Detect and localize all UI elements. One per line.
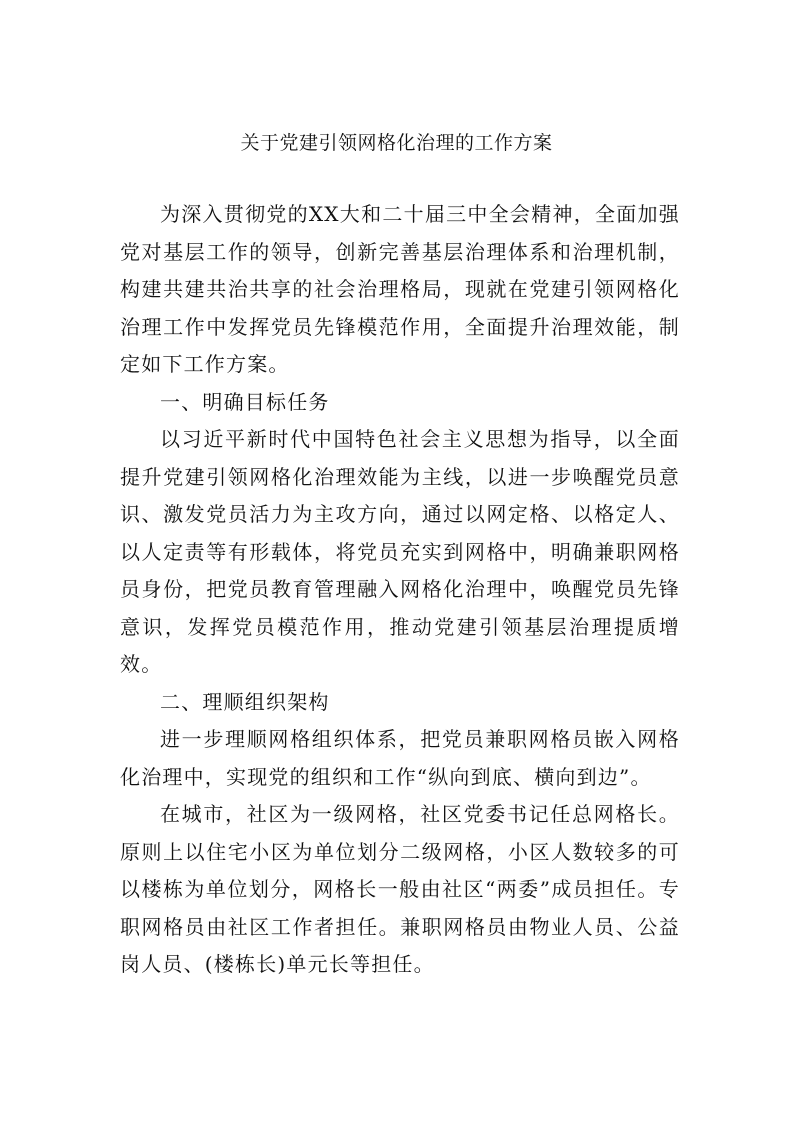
section-heading-organization: 二、理顺组织架构: [160, 689, 330, 714]
section-heading-goals: 一、明确目标任务: [160, 389, 330, 414]
section-organization-paragraph-city: 在城市，社区为一级网格，社区党委书记任总网格长。原则上以住宅小区为单位划分二级网格，小区人数较多的可以楼栋为单位划分，网格长一般由社区“两委”成员担任。专职网格员由社区工作者担任。兼职网格员由物业人员、公益岗人员、(楼栋长)单元长等担任。: [120, 802, 680, 976]
document-body: [120, 196, 680, 984]
section-organization-paragraph: 进一步理顺网格组织体系，把党员兼职网格员嵌入网格化治理中，实现党的组织和工作“纵向到底、横向到边”。: [120, 727, 680, 789]
intro-paragraph: 为深入贯彻党的XX大和二十届三中全会精神，全面加强党对基层工作的领导，创新完善基层治理体系和治理机制，构建共建共治共享的社会治理格局，现就在党建引领网格化治理工作中发挥党员先锋模范作用，全面提升治理效能，制定如下工作方案。: [120, 202, 680, 376]
section-goals-paragraph: 以习近平新时代中国特色社会主义思想为指导，以全面提升党建引领网格化治理效能为主线，以进一步唤醒党员意识、激发党员活力为主攻方向，通过以网定格、以格定人、以人定责等有形载体，将党员充实到网格中，明确兼职网格员身份，把党员教育管理融入网格化治理中，唤醒党员先锋意识，发挥党员模范作用，推动党建引领基层治理提质增效。: [120, 427, 680, 676]
document-title: 关于党建引领网格化治理的工作方案: [240, 132, 553, 154]
